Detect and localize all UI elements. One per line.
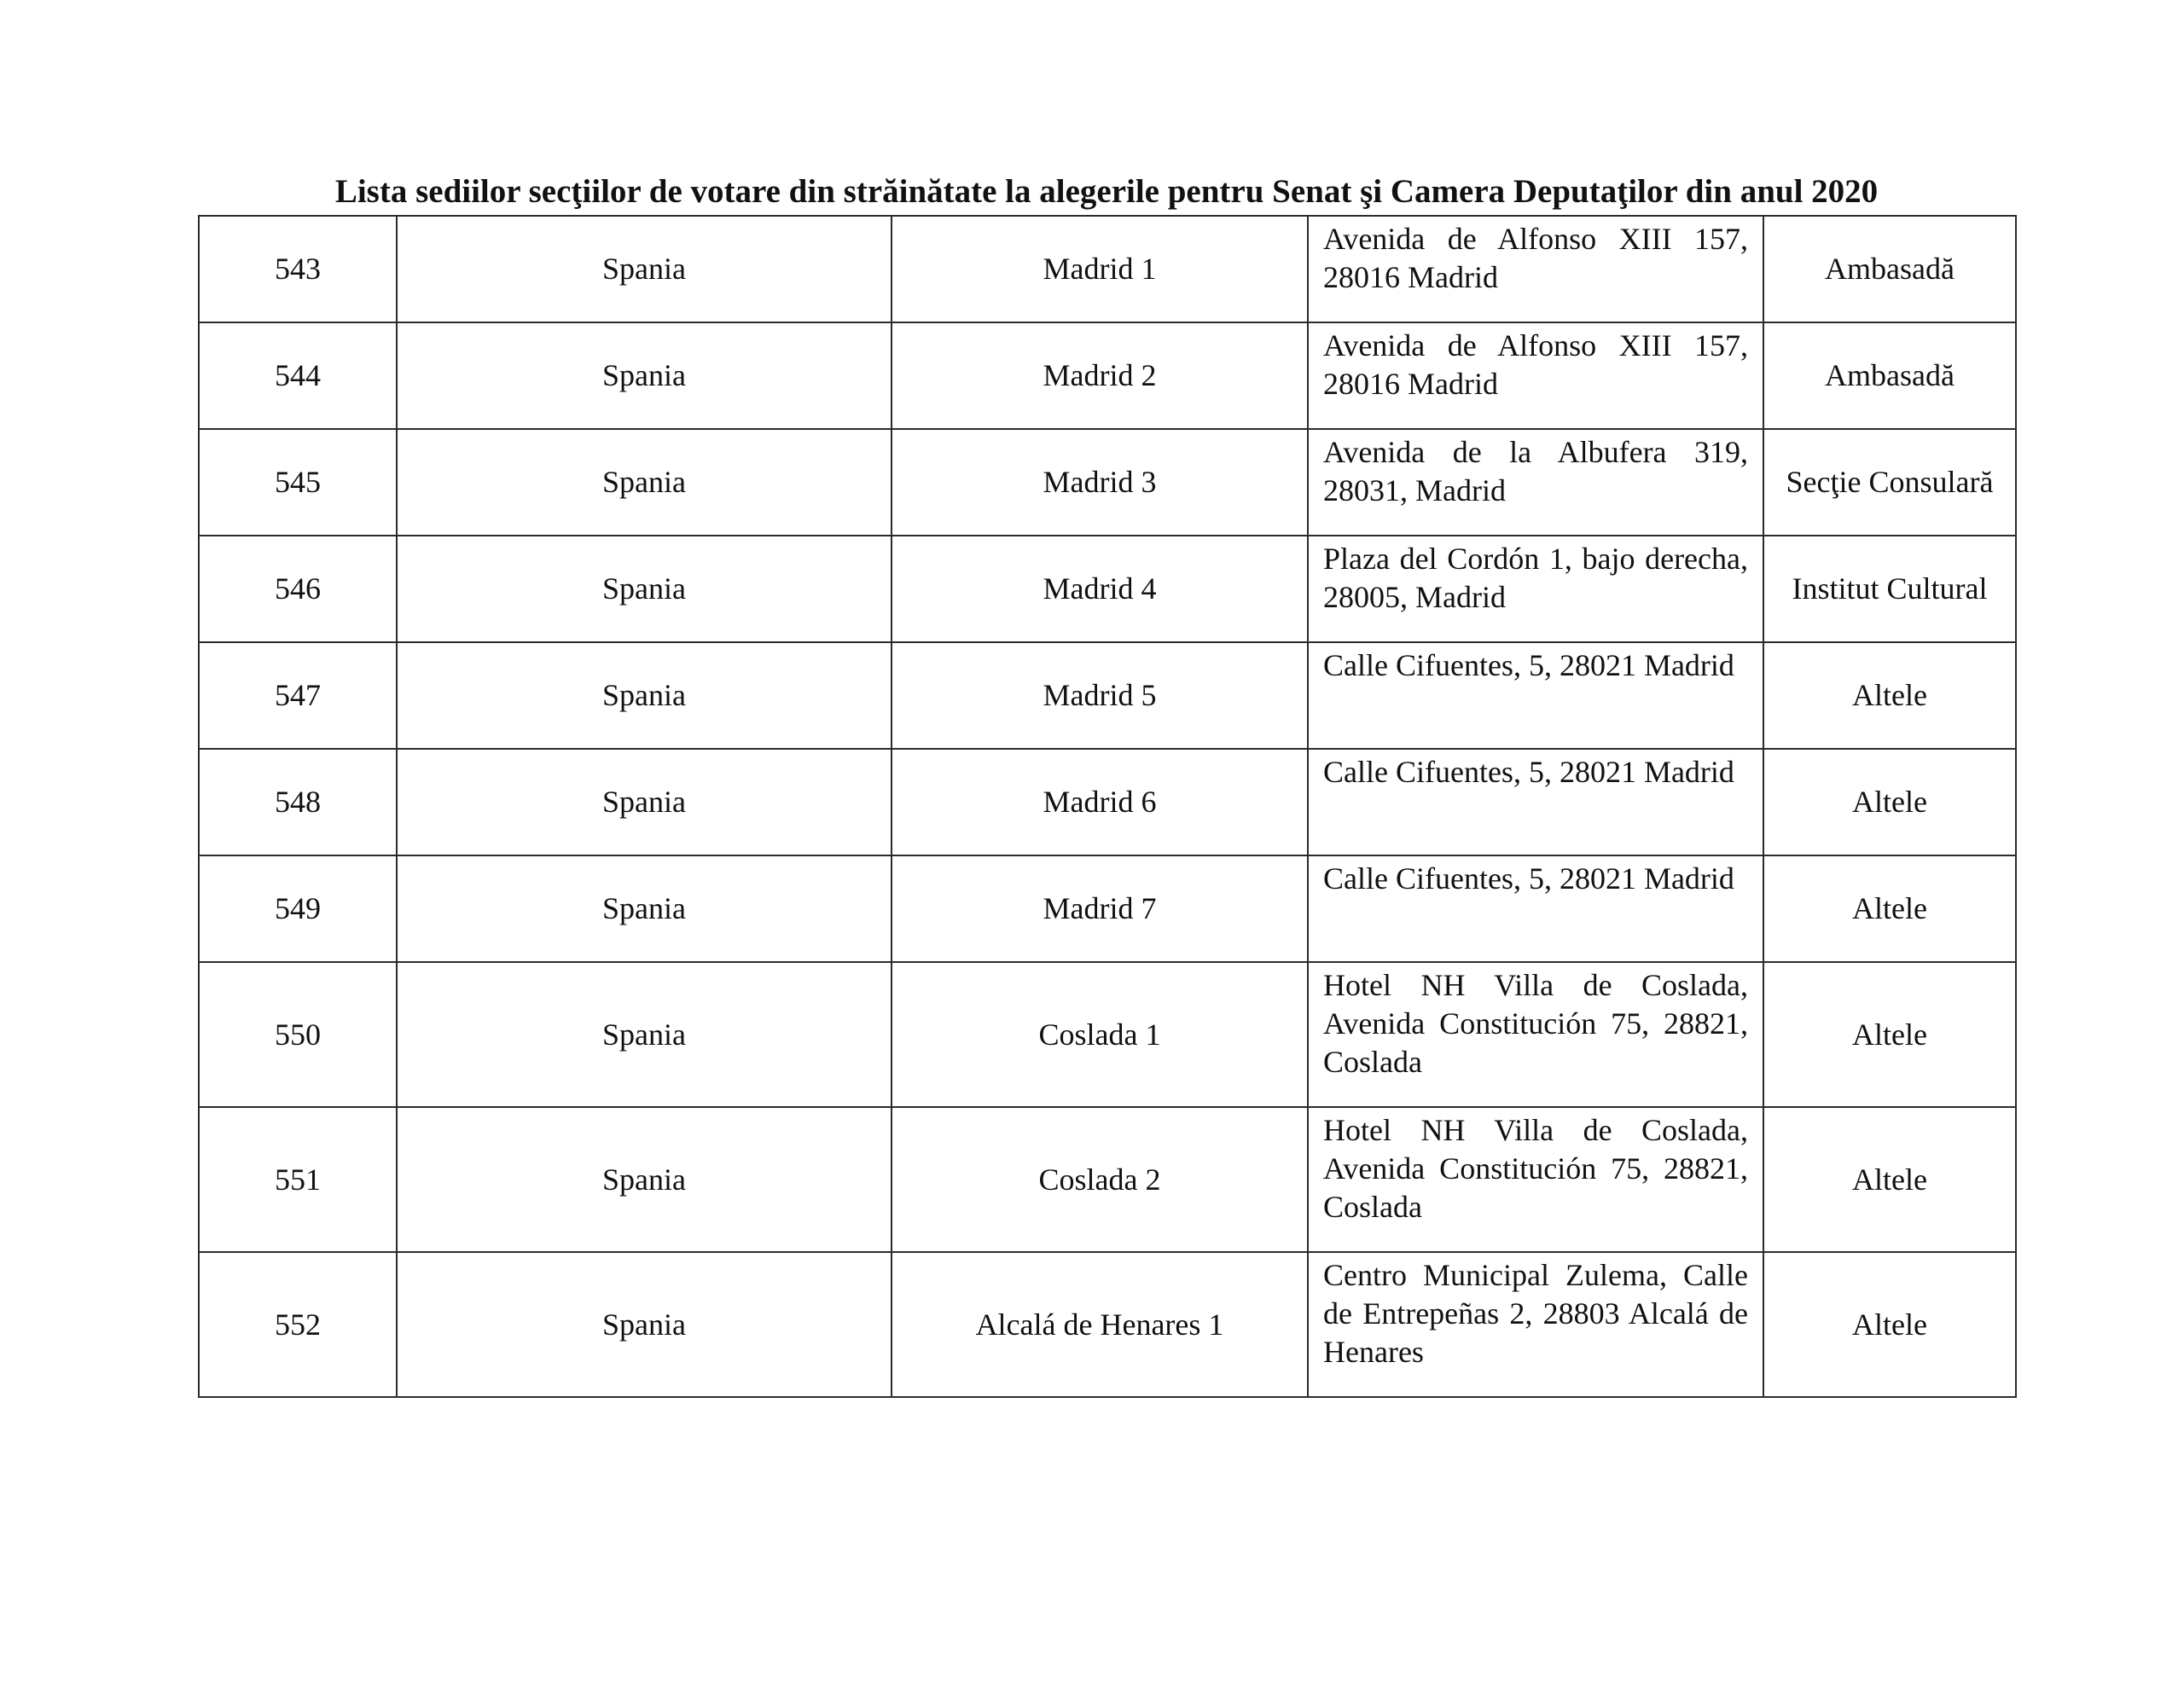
cell-country: Spania: [397, 855, 892, 962]
cell-number: 548: [199, 749, 397, 855]
cell-address: Calle Cifuentes, 5, 28021 Madrid: [1308, 749, 1763, 855]
polling-stations-table: [198, 215, 2017, 1398]
cell-country: Spania: [397, 429, 892, 536]
cell-locality: Madrid 1: [892, 216, 1308, 322]
cell-type: Ambasadă: [1763, 216, 2016, 322]
cell-locality: Alcalá de Henares 1: [892, 1252, 1308, 1397]
cell-locality: Madrid 2: [892, 322, 1308, 429]
table-row: [199, 216, 2016, 322]
cell-type: Secţie Consulară: [1763, 429, 2016, 536]
cell-country: Spania: [397, 749, 892, 855]
table-row: [199, 749, 2016, 855]
table-row: [199, 1252, 2016, 1397]
table-row: [199, 536, 2016, 642]
cell-number: 546: [199, 536, 397, 642]
cell-locality: Coslada 1: [892, 962, 1308, 1107]
cell-address: Avenida de la Albufera 319, 28031, Madrid: [1308, 429, 1763, 536]
cell-number: 549: [199, 855, 397, 962]
cell-type: Altele: [1763, 642, 2016, 749]
cell-country: Spania: [397, 536, 892, 642]
cell-type: Institut Cultural: [1763, 536, 2016, 642]
cell-type: Altele: [1763, 962, 2016, 1107]
table-row: [199, 1107, 2016, 1252]
cell-number: 544: [199, 322, 397, 429]
cell-country: Spania: [397, 962, 892, 1107]
cell-country: Spania: [397, 216, 892, 322]
cell-country: Spania: [397, 1252, 892, 1397]
cell-type: Altele: [1763, 1107, 2016, 1252]
table-row: [199, 855, 2016, 962]
cell-type: Ambasadă: [1763, 322, 2016, 429]
cell-country: Spania: [397, 322, 892, 429]
cell-address: Hotel NH Villa de Coslada, Avenida Constitución 75, 28821, Coslada: [1308, 962, 1763, 1107]
cell-locality: Coslada 2: [892, 1107, 1308, 1252]
cell-locality: Madrid 5: [892, 642, 1308, 749]
cell-type: Altele: [1763, 1252, 2016, 1397]
cell-address: Plaza del Cordón 1, bajo derecha, 28005, Madrid: [1308, 536, 1763, 642]
cell-locality: Madrid 4: [892, 536, 1308, 642]
table-row: [199, 429, 2016, 536]
cell-locality: Madrid 3: [892, 429, 1308, 536]
cell-address: Calle Cifuentes, 5, 28021 Madrid: [1308, 855, 1763, 962]
table-row: [199, 962, 2016, 1107]
cell-number: 547: [199, 642, 397, 749]
cell-address: Hotel NH Villa de Coslada, Avenida Constitución 75, 28821, Coslada: [1308, 1107, 1763, 1252]
page-title: Lista sediilor secţiilor de votare din străinătate la alegerile pentru Senat şi Camera Deputaţilor din anul 2020: [334, 173, 1879, 210]
cell-number: 551: [199, 1107, 397, 1252]
cell-address: Calle Cifuentes, 5, 28021 Madrid: [1308, 642, 1763, 749]
cell-address: Avenida de Alfonso XIII 157, 28016 Madrid: [1308, 216, 1763, 322]
cell-number: 550: [199, 962, 397, 1107]
cell-number: 552: [199, 1252, 397, 1397]
cell-country: Spania: [397, 1107, 892, 1252]
table-row: [199, 642, 2016, 749]
cell-locality: Madrid 7: [892, 855, 1308, 962]
cell-type: Altele: [1763, 749, 2016, 855]
cell-country: Spania: [397, 642, 892, 749]
cell-locality: Madrid 6: [892, 749, 1308, 855]
cell-address: Avenida de Alfonso XIII 157, 28016 Madrid: [1308, 322, 1763, 429]
table-row: [199, 322, 2016, 429]
cell-address: Centro Municipal Zulema, Calle de Entrepeñas 2, 28803 Alcalá de Henares: [1308, 1252, 1763, 1397]
cell-type: Altele: [1763, 855, 2016, 962]
cell-number: 543: [199, 216, 397, 322]
cell-number: 545: [199, 429, 397, 536]
